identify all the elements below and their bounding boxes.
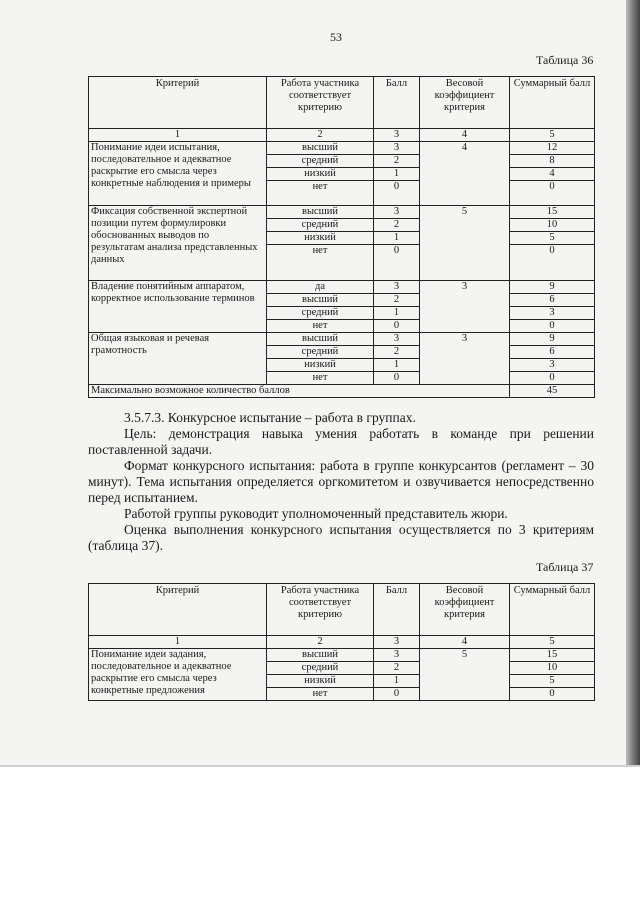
level-cell: высший bbox=[267, 649, 374, 662]
header-weight: Весовой коэффициент критерия bbox=[420, 584, 510, 636]
col-number: 4 bbox=[420, 636, 510, 649]
score-cell: 2 bbox=[374, 155, 420, 168]
total-cell: 3 bbox=[510, 359, 595, 372]
total-cell: 6 bbox=[510, 346, 595, 359]
header-match: Работа участника соответствует критерию bbox=[267, 584, 374, 636]
total-cell: 12 bbox=[510, 142, 595, 155]
table-row bbox=[89, 142, 595, 155]
table-36-caption: Таблица 36 bbox=[536, 53, 594, 67]
weight-cell: 5 bbox=[420, 206, 510, 281]
header-criterion: Критерий bbox=[89, 77, 267, 129]
total-row bbox=[89, 385, 595, 398]
score-cell: 2 bbox=[374, 662, 420, 675]
header-criterion: Критерий bbox=[89, 584, 267, 636]
level-cell: нет bbox=[267, 688, 374, 701]
section-heading: 3.5.7.3. Конкурсное испытание – работа в группах. bbox=[124, 410, 416, 425]
level-cell: высший bbox=[267, 142, 374, 155]
score-cell: 1 bbox=[374, 168, 420, 181]
score-cell: 3 bbox=[374, 281, 420, 294]
evaluation-paragraph: Оценка выполнения конкурсного испытания осуществляется по 3 критериям (таблица 37). bbox=[88, 522, 594, 553]
level-cell: низкий bbox=[267, 359, 374, 372]
header-score: Балл bbox=[374, 584, 420, 636]
header-total: Суммарный балл bbox=[510, 584, 595, 636]
total-cell: 5 bbox=[510, 675, 595, 688]
total-cell: 6 bbox=[510, 294, 595, 307]
level-cell: высший bbox=[267, 333, 374, 346]
score-cell: 0 bbox=[374, 181, 420, 206]
col-number: 5 bbox=[510, 129, 595, 142]
col-number: 5 bbox=[510, 636, 595, 649]
criterion-cell: Понимание идеи задания, последовательное и адекватное раскрытие его смысла через конкретные предложения bbox=[89, 649, 267, 701]
level-cell: средний bbox=[267, 307, 374, 320]
total-cell: 10 bbox=[510, 219, 595, 232]
page-bottom-edge bbox=[0, 765, 640, 767]
total-cell: 3 bbox=[510, 307, 595, 320]
score-cell: 0 bbox=[374, 372, 420, 385]
weight-cell: 3 bbox=[420, 281, 510, 333]
level-cell: низкий bbox=[267, 232, 374, 245]
total-cell: 8 bbox=[510, 155, 595, 168]
level-cell: нет bbox=[267, 320, 374, 333]
total-cell: 0 bbox=[510, 320, 595, 333]
table-row bbox=[89, 333, 595, 346]
score-cell: 3 bbox=[374, 206, 420, 219]
score-cell: 0 bbox=[374, 688, 420, 701]
total-cell: 0 bbox=[510, 688, 595, 701]
score-cell: 2 bbox=[374, 294, 420, 307]
goal-paragraph: Цель: демонстрация навыка умения работать в команде при решении поставленной задачи. bbox=[88, 426, 594, 457]
col-number: 1 bbox=[89, 636, 267, 649]
table-37 bbox=[88, 583, 595, 701]
col-number: 3 bbox=[374, 636, 420, 649]
weight-cell: 3 bbox=[420, 333, 510, 385]
level-cell: нет bbox=[267, 181, 374, 206]
level-cell: высший bbox=[267, 294, 374, 307]
criterion-cell: Общая языковая и речевая грамотность bbox=[89, 333, 267, 385]
total-cell: 10 bbox=[510, 662, 595, 675]
leader-paragraph: Работой группы руководит уполномоченный представитель жюри. bbox=[124, 506, 508, 521]
total-cell: 0 bbox=[510, 181, 595, 206]
level-cell: нет bbox=[267, 372, 374, 385]
weight-cell: 4 bbox=[420, 142, 510, 206]
total-cell: 0 bbox=[510, 372, 595, 385]
page-number: 53 bbox=[330, 30, 342, 44]
format-paragraph: Формат конкурсного испытания: работа в группе конкурсантов (регламент – 30 минут). Тема испытания определяется оргкомитетом и озвучивается непосредственно перед испытанием. bbox=[88, 458, 594, 505]
level-cell: низкий bbox=[267, 675, 374, 688]
total-cell: 9 bbox=[510, 281, 595, 294]
table-36 bbox=[88, 76, 595, 398]
col-number: 1 bbox=[89, 129, 267, 142]
total-label: Максимально возможное количество баллов bbox=[89, 385, 510, 398]
criterion-cell: Владение понятийным аппаратом, корректное использование терминов bbox=[89, 281, 267, 333]
page-edge-shadow bbox=[626, 0, 640, 765]
total-cell: 15 bbox=[510, 649, 595, 662]
total-cell: 15 bbox=[510, 206, 595, 219]
score-cell: 1 bbox=[374, 675, 420, 688]
score-cell: 2 bbox=[374, 219, 420, 232]
level-cell: да bbox=[267, 281, 374, 294]
level-cell: средний bbox=[267, 155, 374, 168]
table-row bbox=[89, 206, 595, 219]
level-cell: низкий bbox=[267, 168, 374, 181]
level-cell: средний bbox=[267, 662, 374, 675]
total-cell: 5 bbox=[510, 232, 595, 245]
table-row bbox=[89, 649, 595, 662]
score-cell: 3 bbox=[374, 649, 420, 662]
score-cell: 2 bbox=[374, 346, 420, 359]
level-cell: высший bbox=[267, 206, 374, 219]
table-37-caption: Таблица 37 bbox=[536, 560, 594, 574]
total-cell: 4 bbox=[510, 168, 595, 181]
table-row bbox=[89, 281, 595, 294]
score-cell: 1 bbox=[374, 232, 420, 245]
total-cell: 9 bbox=[510, 333, 595, 346]
score-cell: 3 bbox=[374, 142, 420, 155]
score-cell: 3 bbox=[374, 333, 420, 346]
col-number: 2 bbox=[267, 636, 374, 649]
criterion-cell: Фиксация собственной экспертной позиции путем формулировки обоснованных выводов по результатам анализа представленных данных bbox=[89, 206, 267, 281]
col-number: 3 bbox=[374, 129, 420, 142]
level-cell: средний bbox=[267, 346, 374, 359]
col-number: 4 bbox=[420, 129, 510, 142]
header-total: Суммарный балл bbox=[510, 77, 595, 129]
level-cell: нет bbox=[267, 245, 374, 281]
header-score: Балл bbox=[374, 77, 420, 129]
level-cell: средний bbox=[267, 219, 374, 232]
header-weight: Весовой коэффициент критерия bbox=[420, 77, 510, 129]
score-cell: 1 bbox=[374, 359, 420, 372]
header-match: Работа участника соответствует критерию bbox=[267, 77, 374, 129]
total-cell: 0 bbox=[510, 245, 595, 281]
criterion-cell: Понимание идеи испытания, последовательное и адекватное раскрытие его смысла через конкретные наблюдения и примеры bbox=[89, 142, 267, 206]
col-number: 2 bbox=[267, 129, 374, 142]
score-cell: 0 bbox=[374, 245, 420, 281]
score-cell: 0 bbox=[374, 320, 420, 333]
total-value: 45 bbox=[510, 385, 595, 398]
weight-cell: 5 bbox=[420, 649, 510, 701]
score-cell: 1 bbox=[374, 307, 420, 320]
